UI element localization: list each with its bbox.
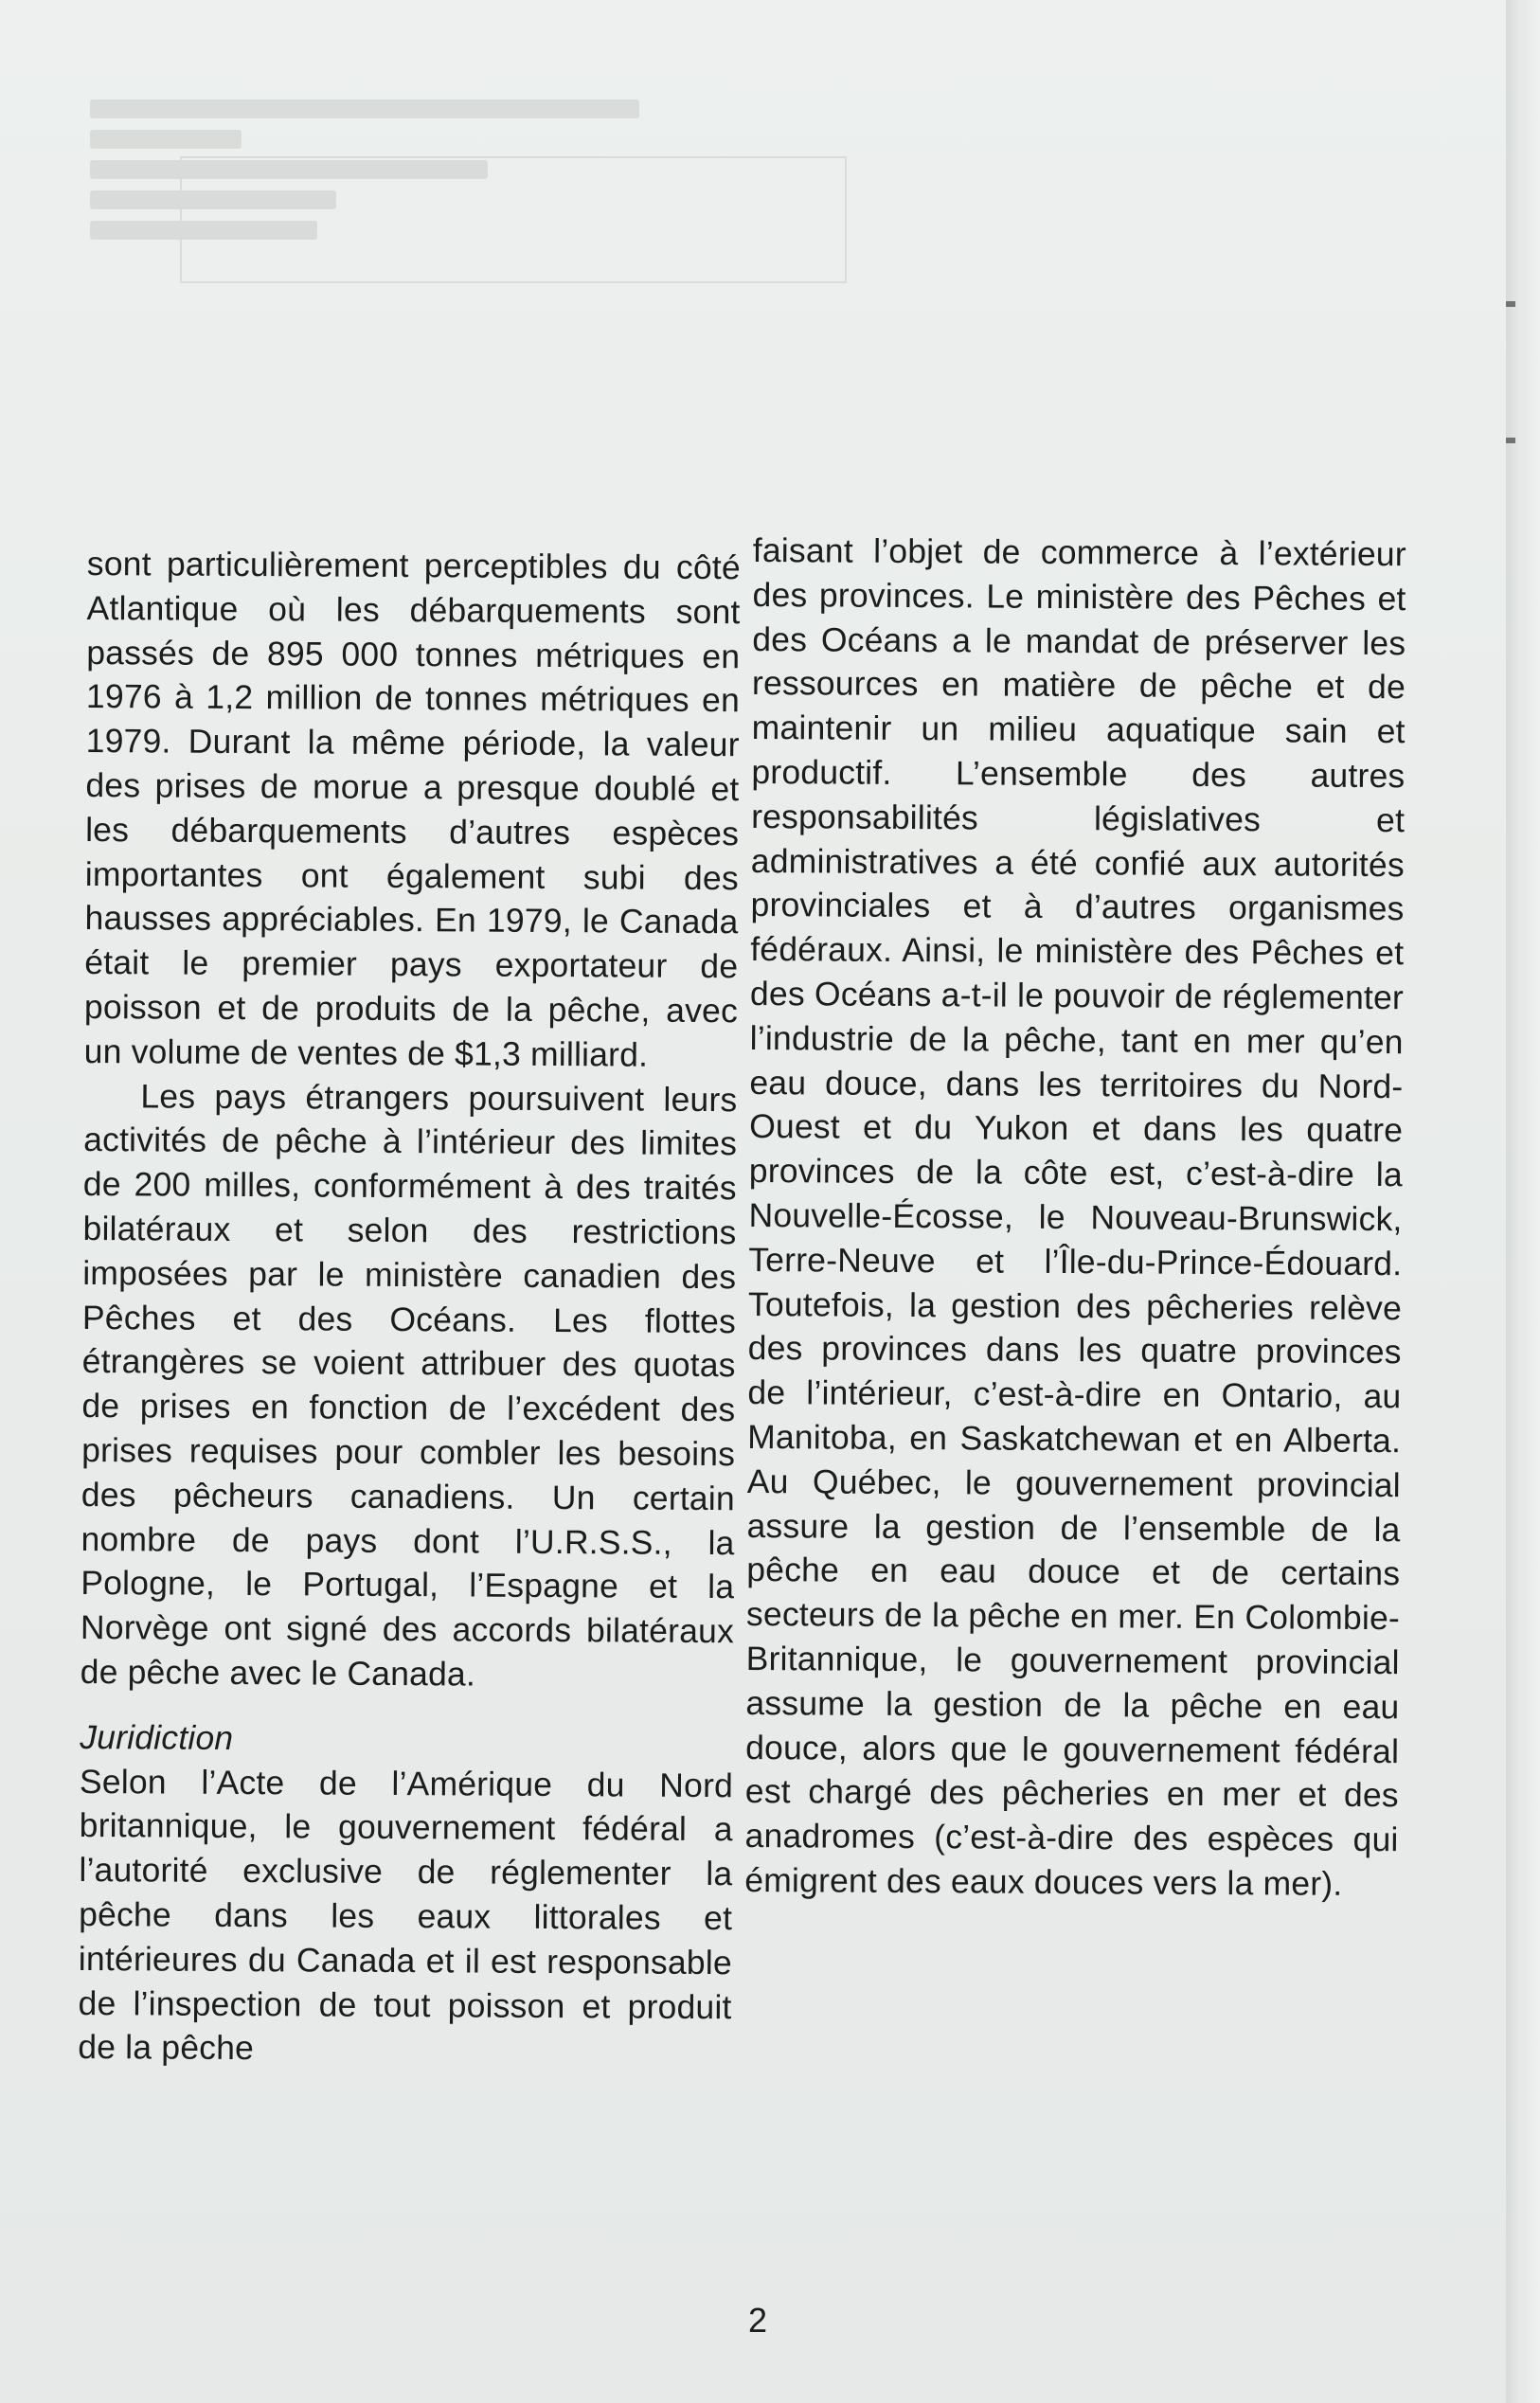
left-paragraph-1: sont particulièrement perceptibles du côté Atlantique où les débarquements sont passés de 895 000 tonnes métriques en 1976 à 1,2 million de tonnes métriques en 1979. Durant la même période, la valeur des prises de morue a presque doublé et les débarquements d’autres espèces importantes ont également subi des hausses appréciables. En 1979, le Canada était le premier pays exportateur de poisson et de produits de la pêche, avec un volume de ventes de $1,3 milliard.	[83, 544, 741, 1074]
right-text-column	[744, 529, 1406, 1907]
page-edge	[1506, 0, 1540, 2403]
left-paragraph-2: Les pays étrangers poursuivent leurs activités de pêche à l’intérieur des limites de 200 milles, conformément à des traités bilatéraux et selon des restrictions imposées par le ministère canadien des Pêches et des Océans. Les flottes étrangères se voient attribuer des quotas de prises en fonction de l’excédent des prises requises pour combler les besoins des pêcheurs canadiens. Un certain nombre de pays dont l’U.R.S.S., la Pologne, le Portugal, l’Espagne et la Norvège ont signé des accords bilatéraux de pêche avec le Canada.	[80, 1076, 738, 1694]
page-number: 2	[748, 2301, 768, 2340]
left-text-column	[78, 542, 741, 2073]
section-subhead: Juridiction	[80, 1717, 234, 1757]
bleed-through-address-block	[90, 99, 857, 289]
left-paragraph-3: Selon l’Acte de l’Amérique du Nord britannique, le gouvernement fédéral a l’autorité exclusive de réglementer la pêche dans les eaux littorales et intérieures du Canada et il est responsable de l’inspection de tout poisson et produit de la pêche	[78, 1762, 734, 2068]
right-paragraph-1: faisant l’objet de commerce à l’extérieur des provinces. Le ministère des Pêches et des Océans a le mandat de préserver les ressources en matière de pêche et de maintenir un milieu aquatique sain et productif. L’ensemble des autres responsabilités législatives et administratives a été confié aux autorités provinciales et à d’autres organismes fédéraux. Ainsi, le ministère des Pêches et des Océans a-t-il le pouvoir de réglementer l’industrie de la pêche, tant en mer qu’en eau douce, dans les territoires du Nord-Ouest et du Yukon et dans les quatre provinces de la côte est, c’est-à-dire la Nouvelle-Écosse, le Nouveau-Brunswick, Terre-Neuve et l’Île-du-Prince-Édouard. Toutefois, la gestion des pêcheries relève des provinces dans les quatre provinces de l’intérieur, c’est-à-dire en Ontario, au Manitoba, en Saskatchewan et en Alberta. Au Québec, le gouvernement provincial assure la gestion de l’ensemble de la pêche en eau douce et de certains secteurs de la pêche en mer. En Colombie-Britannique, le gouvernement provincial assume la gestion de la pêche en eau douce, alors que le gouvernement fédéral est chargé des pêcheries en mer et des anadromes (c’est-à-dire des espèces qui émigrent des eaux douces vers la mer).	[744, 530, 1406, 1903]
